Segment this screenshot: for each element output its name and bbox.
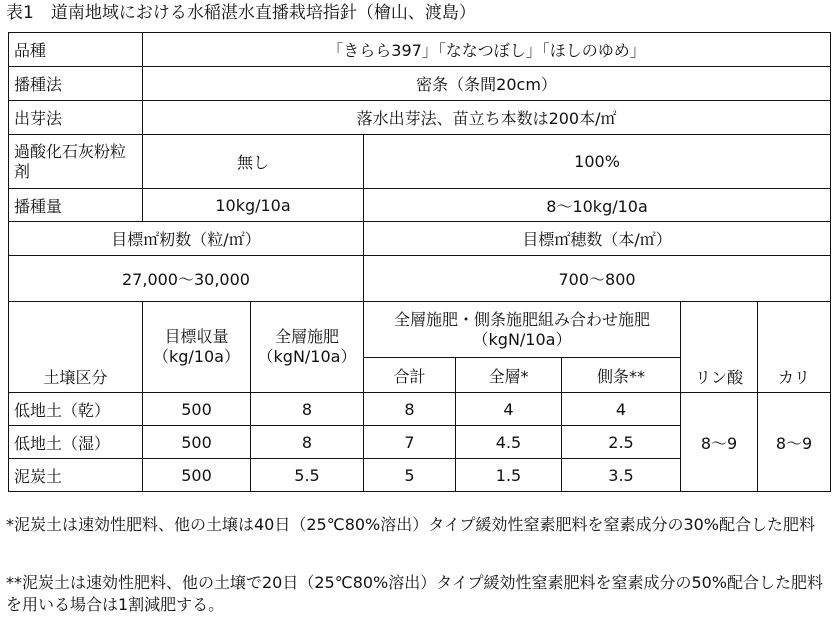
total-cell: 7 bbox=[364, 426, 456, 459]
yield-cell: 500 bbox=[143, 426, 251, 459]
grain-target-value: 27,000～30,000 bbox=[9, 256, 364, 302]
grain-target-label: 目標㎡籾数（粒/㎡） bbox=[9, 222, 364, 256]
cultivation-guideline-table bbox=[8, 32, 831, 492]
peroxide-pct-value: 100% bbox=[364, 135, 831, 189]
panicle-target-label: 目標㎡穂数（本/㎡） bbox=[364, 222, 831, 256]
yield-cell: 500 bbox=[143, 459, 251, 492]
full-layer-header: 全層施肥（kgN/10a） bbox=[251, 302, 364, 393]
seeding-rate-row bbox=[9, 189, 831, 222]
full-layer-cell: 5.5 bbox=[251, 459, 364, 492]
side-cell: 4 bbox=[562, 393, 681, 426]
phosphate-header: リン酸 bbox=[681, 302, 758, 393]
side-cell: 3.5 bbox=[562, 459, 681, 492]
combined-fert-header: 全層施肥・側条施肥組み合わせ施肥（kgN/10a） bbox=[364, 302, 681, 358]
table-title: 表1 道南地域における水稲湛水直播栽培指針（檜山、渡島） bbox=[6, 3, 476, 23]
full-layer-cell: 8 bbox=[251, 426, 364, 459]
soil-cell: 泥炭土 bbox=[9, 459, 143, 492]
table-row bbox=[9, 393, 831, 426]
target-yield-header: 目標収量（kg/10a） bbox=[143, 302, 251, 393]
peroxide-label: 過酸化石灰粉粒剤 bbox=[9, 135, 143, 189]
emergence-method-label: 出芽法 bbox=[9, 101, 143, 135]
full-cell: 1.5 bbox=[456, 459, 562, 492]
soil-header: 土壌区分 bbox=[9, 302, 143, 393]
side-cell: 2.5 bbox=[562, 426, 681, 459]
total-header: 合計 bbox=[364, 358, 456, 393]
seeding-rate-value-b: 8～10kg/10a bbox=[364, 189, 831, 222]
panicle-target-value: 700～800 bbox=[364, 256, 831, 302]
emergence-method-row bbox=[9, 101, 831, 135]
full-header: 全層* bbox=[456, 358, 562, 393]
full-layer-cell: 8 bbox=[251, 393, 364, 426]
total-cell: 8 bbox=[364, 393, 456, 426]
peroxide-row bbox=[9, 135, 831, 189]
potash-value: 8～9 bbox=[758, 393, 831, 492]
sowing-method-label: 播種法 bbox=[9, 67, 143, 101]
side-header: 側条** bbox=[562, 358, 681, 393]
peroxide-none-value: 無し bbox=[143, 135, 364, 189]
seeding-rate-label: 播種量 bbox=[9, 189, 143, 222]
variety-row bbox=[9, 33, 831, 67]
variety-value: 「きらら397」「ななつぼし」「ほしのゆめ」 bbox=[143, 33, 831, 67]
target-value-row bbox=[9, 256, 831, 302]
total-cell: 5 bbox=[364, 459, 456, 492]
potash-header: カリ bbox=[758, 302, 831, 393]
soil-cell: 低地土（湿） bbox=[9, 426, 143, 459]
variety-label: 品種 bbox=[9, 33, 143, 67]
footnote-2: **泥炭土は速効性肥料、他の土壌で20日（25℃80%溶出）タイプ緩効性窒素肥料を窒素成分の50%配合した肥料を用いる場合は1割減肥する。 bbox=[6, 573, 824, 614]
target-label-row bbox=[9, 222, 831, 256]
fert-header-row-1 bbox=[9, 302, 831, 358]
seeding-rate-value-a: 10kg/10a bbox=[143, 189, 364, 222]
sowing-method-value: 密条（条間20cm） bbox=[143, 67, 831, 101]
emergence-method-value: 落水出芽法、苗立ち本数は200本/㎡ bbox=[143, 101, 831, 135]
yield-cell: 500 bbox=[143, 393, 251, 426]
full-cell: 4.5 bbox=[456, 426, 562, 459]
soil-cell: 低地土（乾） bbox=[9, 393, 143, 426]
phosphate-value: 8～9 bbox=[681, 393, 758, 492]
sowing-method-row bbox=[9, 67, 831, 101]
footnote-1: *泥炭土は速効性肥料、他の土壌は40日（25℃80%溶出）タイプ緩効性窒素肥料を窒素成分の30%配合した肥料 bbox=[6, 515, 816, 534]
full-cell: 4 bbox=[456, 393, 562, 426]
